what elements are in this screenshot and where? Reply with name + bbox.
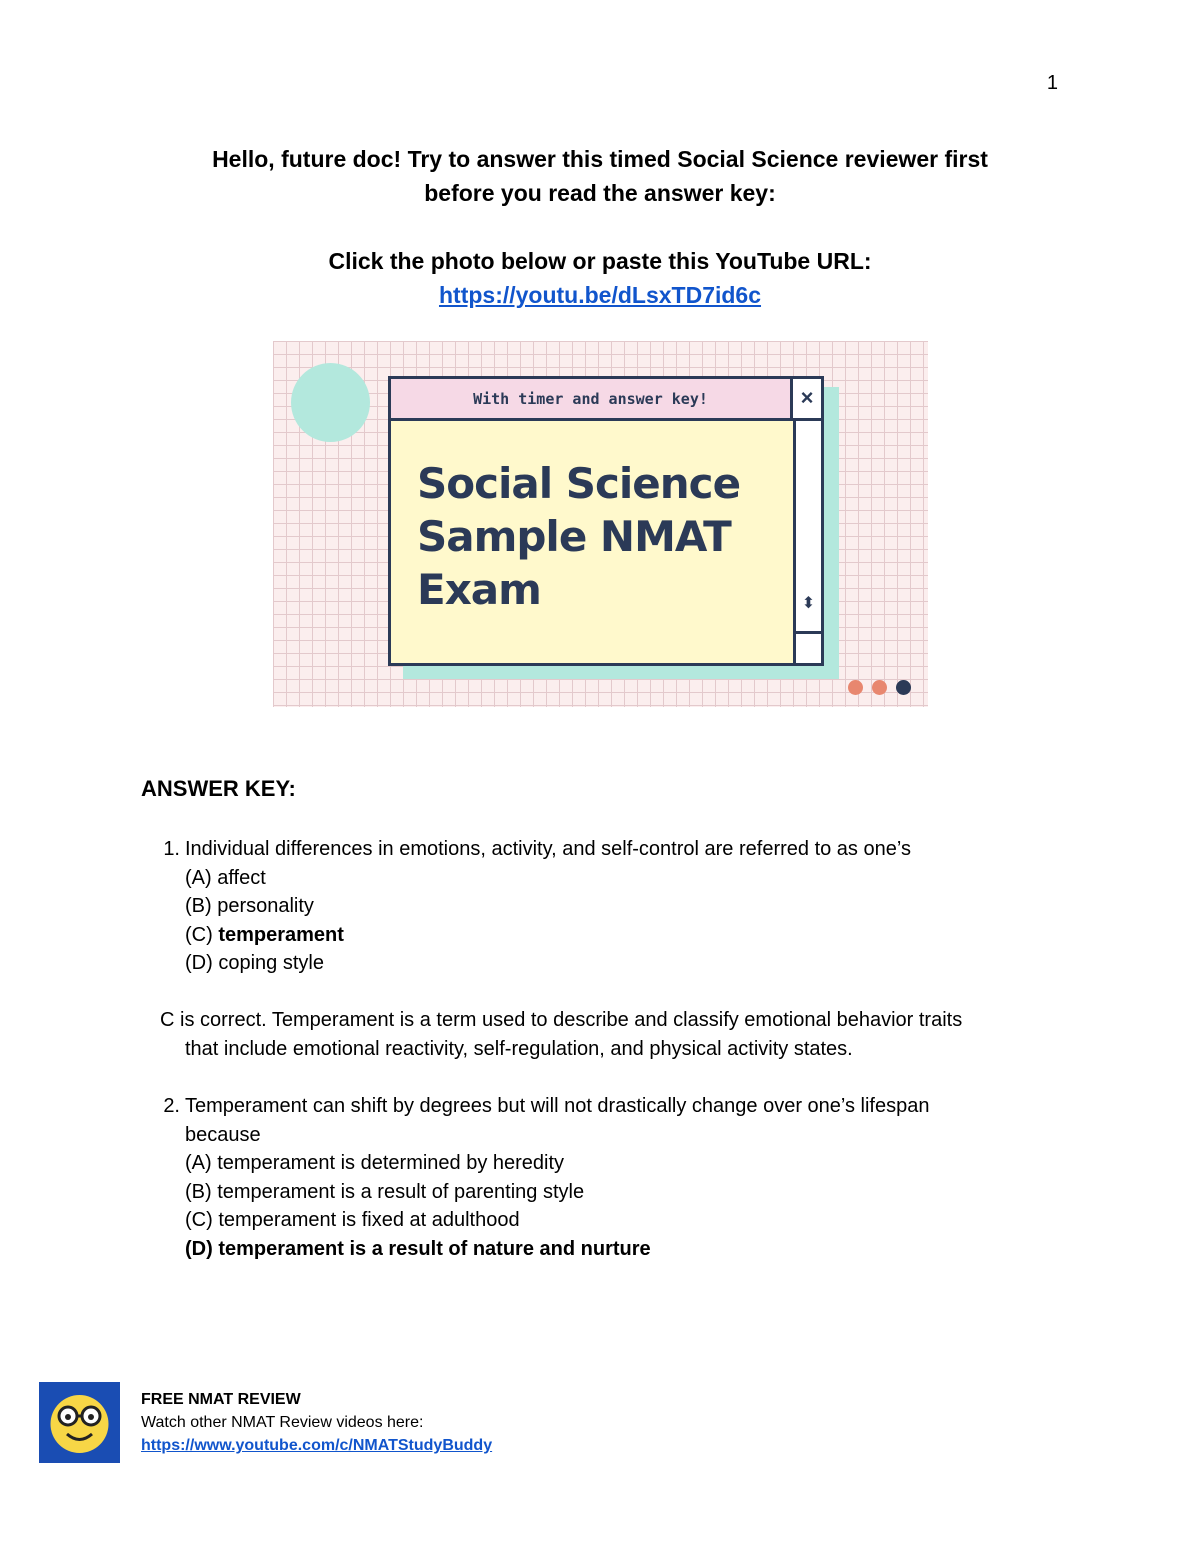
page-number: 1 [1046, 72, 1058, 94]
intro-line-2: before you read the answer key: [424, 180, 776, 206]
explanation-line-2: that include emotional reactivity, self-regulation, and physical activity states. [185, 1037, 853, 1060]
decorative-dots [848, 680, 911, 695]
question-2 [140, 1092, 929, 1263]
option-d: (D) coping style [185, 952, 324, 974]
thumbnail-heading [417, 457, 797, 616]
channel-link[interactable]: https://www.youtube.com/c/NMATStudyBuddy [141, 1437, 493, 1454]
footer [141, 1388, 492, 1457]
window-title: With timer and answer key! [391, 379, 793, 421]
dot-icon [848, 680, 863, 695]
nerd-smiley-icon [39, 1382, 120, 1463]
option-b: (B) temperament is a result of parenting style [185, 1180, 585, 1203]
scroll-arrows-icon: ⬍ [801, 595, 816, 612]
youtube-video-link[interactable]: https://youtu.be/dLsxTD7id6c [438, 282, 762, 308]
question-number: 2. [163, 1095, 180, 1117]
option-c: (C) temperament is fixed at adulthood [185, 1209, 520, 1231]
option-a: (A) affect [185, 866, 266, 889]
question-text: Individual differences in emotions, activity, and self-control are referred to as one’s [185, 838, 911, 860]
option-b: (B) personality [185, 895, 314, 917]
question-number: 1. [163, 838, 180, 860]
option-a: (A) temperament is determined by heredity [185, 1152, 565, 1174]
correct-answer: (D) temperament is a result of nature and nurture [185, 1237, 651, 1260]
intro-line-1: Hello, future doc! Try to answer this timed Social Science reviewer first [212, 146, 988, 172]
option-c: (C) temperament [185, 923, 344, 946]
explanation [160, 1006, 1040, 1063]
heading-line-3: Exam [417, 565, 541, 614]
video-thumbnail[interactable] [273, 341, 928, 707]
close-icon: × [793, 379, 821, 421]
question-text-line-2: because [185, 1123, 261, 1146]
heading-line-2: Sample NMAT [417, 512, 731, 561]
window-scrollbar [793, 421, 821, 663]
dot-icon [872, 680, 887, 695]
intro-line-3: Click the photo below or paste this YouTube URL: [328, 248, 872, 274]
correct-answer: temperament [218, 923, 344, 946]
intro-block [0, 142, 1200, 312]
decorative-circle [291, 363, 370, 442]
footer-subtitle: Watch other NMAT Review videos here: [141, 1414, 424, 1431]
footer-title: FREE NMAT REVIEW [141, 1391, 301, 1408]
dot-icon [896, 680, 911, 695]
answer-key-title: ANSWER KEY: [141, 776, 296, 801]
thumbnail-window [388, 376, 824, 666]
explanation-line-1: C is correct. Temperament is a term used to describe and classify emotional behavior traits [160, 1009, 963, 1031]
question-1 [140, 835, 911, 978]
question-text-line-1: Temperament can shift by degrees but will not drastically change over one’s lifespan [185, 1095, 930, 1117]
heading-line-1: Social Science [417, 459, 741, 508]
